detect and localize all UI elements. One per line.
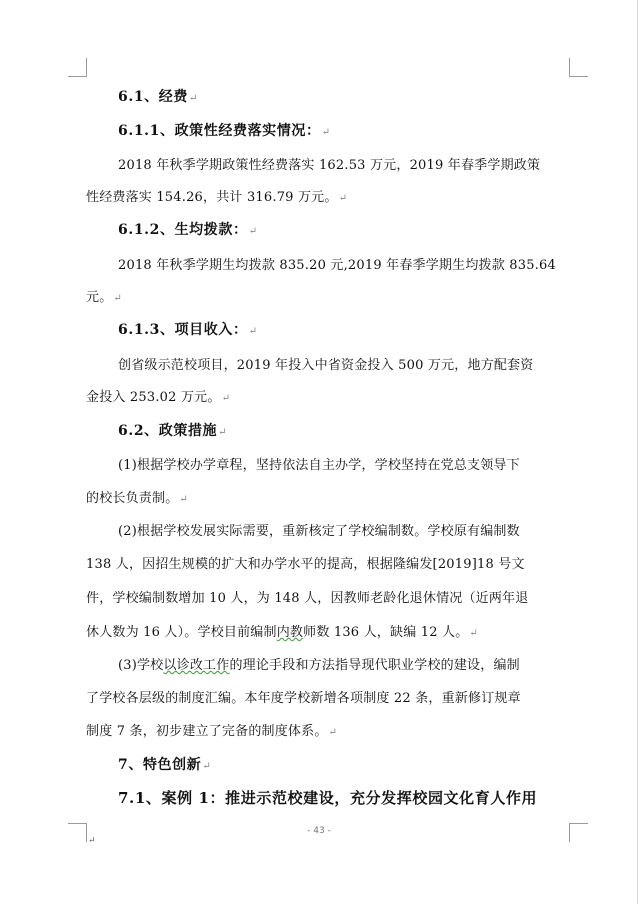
- paragraph-line: 件，学校编制数增加 10 人，为 148 人，因教师老龄化退休情况（近两年退: [86, 591, 529, 606]
- paragraph-line: (3)学校以诊改工作的理论手段和方法指导现代职业学校的建设，编制: [118, 658, 520, 673]
- crop-mark-top-right: [569, 58, 588, 77]
- heading-6-1-1: 6.1.1、政策性经费落实情况：↵: [118, 123, 331, 139]
- crop-mark-top-left: [68, 58, 87, 77]
- paragraph-line: (1)根据学校办学章程，坚持依法自主办学，学校坚持在党总支领导下: [118, 458, 520, 473]
- paragraph-line: 创省级示范校项目，2019 年投入中省资金投入 500 万元，地方配套资: [118, 358, 534, 373]
- paragraph-line: 138 人，因招生规模的扩大和办学水平的提高，根据隆编发[2019]18 号文: [86, 557, 525, 572]
- heading-7-1: 7.1、案例 1：推进示范校建设，充分发挥校园文化育人作用: [118, 789, 538, 807]
- paragraph-line: 休人数为 16 人）。学校目前编制内教师数 136 人，缺编 12 人。↵: [86, 625, 479, 640]
- heading-6-1-2: 6.1.2、生均拨款：↵: [118, 222, 258, 238]
- paragraph-line: 2018 年秋季学期生均拨款 835.20 元,2019 年春季学期生均拨款 835.64: [118, 258, 556, 273]
- heading-6-1-3: 6.1.3、项目收入：↵: [118, 322, 258, 338]
- paragraph-line: 金投入 253.02 万元。↵: [86, 390, 231, 405]
- paragraph-mark: ↵: [88, 836, 96, 846]
- paragraph-line: 了学校各层级的制度汇编。本年度学校新增各项制度 22 条，重新修订规章: [86, 691, 521, 706]
- paragraph-line: 元。↵: [86, 290, 122, 305]
- spellcheck-underline: 内教: [276, 625, 304, 640]
- paragraph-line: 2018 年秋季学期政策性经费落实 162.53 万元，2019 年春季学期政策: [118, 158, 541, 173]
- paragraph-line: (2)根据学校发展实际需要，重新核定了学校编制数。学校原有编制数: [118, 524, 520, 539]
- heading-6-1: 6.1、经费↵: [118, 89, 198, 105]
- heading-7: 7、特色创新↵: [118, 757, 212, 773]
- paragraph-line: 的校长负责制。↵: [86, 491, 188, 506]
- paragraph-line: 性经费落实 154.26，共计 316.79 万元。↵: [86, 190, 348, 205]
- page-number: - 43 -: [307, 826, 331, 836]
- heading-6-2: 6.2、政策措施↵: [118, 423, 228, 439]
- spellcheck-underline: 以诊改工作: [163, 658, 230, 673]
- paragraph-line: 制度 7 条，初步建立了完备的制度体系。↵: [86, 724, 338, 739]
